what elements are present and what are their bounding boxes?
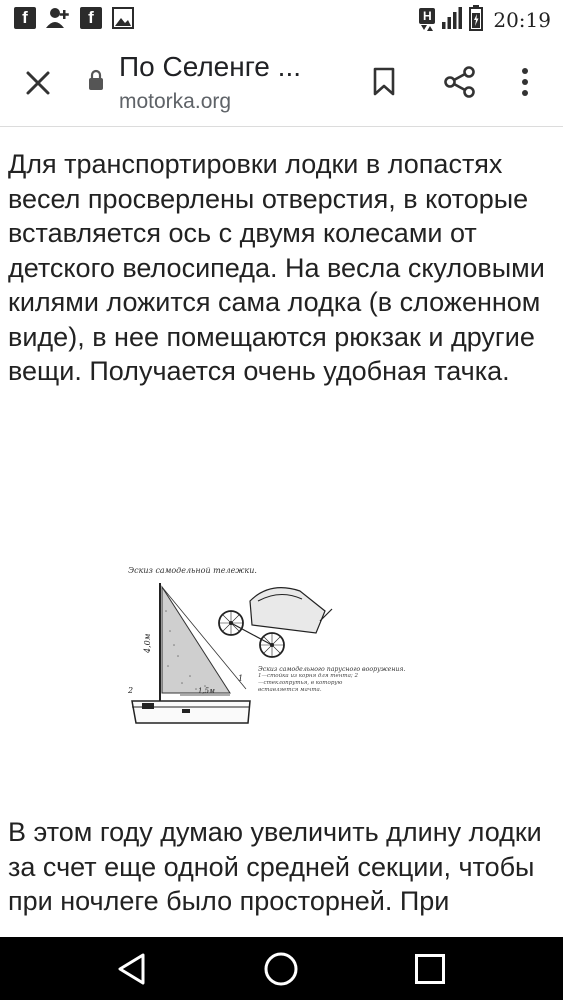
add-friend-icon	[46, 7, 70, 29]
browser-toolbar	[0, 40, 563, 127]
label-1: 1	[238, 674, 244, 683]
page-title[interactable]: По Селенге ...	[119, 51, 301, 82]
label-2: 2	[128, 686, 134, 695]
clock: 20:19	[493, 8, 551, 32]
h-plus-signal-icon	[419, 8, 435, 32]
bookmark-icon[interactable]	[366, 62, 402, 102]
system-indicators	[419, 5, 551, 35]
width-label: 1,5м	[198, 687, 215, 695]
lock-icon	[88, 69, 104, 91]
image-icon	[112, 7, 134, 29]
recents-square-icon[interactable]	[408, 947, 452, 991]
article-content	[0, 127, 563, 937]
more-options-icon[interactable]	[510, 62, 540, 102]
share-icon[interactable]	[440, 62, 480, 102]
article-paragraph: Для транспортировки лодки в лопастях весел просверлены отверстия, в которые вставляется ось с двумя колесами от детского велосипеда. На весла скуловыми килями ложится сама лодка (в сложенном виде), в нее помещаются рюкзак и другие вещи. Получается очень удобная тачка.	[8, 149, 545, 386]
back-triangle-icon[interactable]	[110, 947, 154, 991]
signal-icon	[441, 6, 463, 34]
battery-icon	[469, 5, 483, 35]
page-url[interactable]: motorka.org	[119, 90, 232, 113]
facebook-icon: f	[80, 7, 102, 29]
close-icon[interactable]	[20, 65, 56, 101]
height-label: 4,0м	[143, 633, 152, 653]
figure-caption-top: Эскиз самодельной тележки.	[128, 566, 257, 575]
article-paragraph: В этом году думаю увеличить длину лодки за счет еще одной средней секции, чтобы при ночлеге было просторней. При	[8, 817, 542, 916]
system-nav-bar	[0, 937, 563, 1000]
home-circle-icon[interactable]	[259, 947, 303, 991]
facebook-icon: f	[14, 7, 36, 29]
sketch-figure	[120, 561, 406, 741]
network-badge: H	[419, 8, 435, 24]
figure-caption-notes: 1—стойка из корня для тента; 2—стеклопрутья, в которую вставляется мачта.	[258, 673, 358, 693]
notification-icons	[14, 7, 134, 29]
status-bar	[0, 0, 563, 40]
figure-caption-sail: Эскиз самодельного парусного вооружения.	[258, 666, 406, 673]
